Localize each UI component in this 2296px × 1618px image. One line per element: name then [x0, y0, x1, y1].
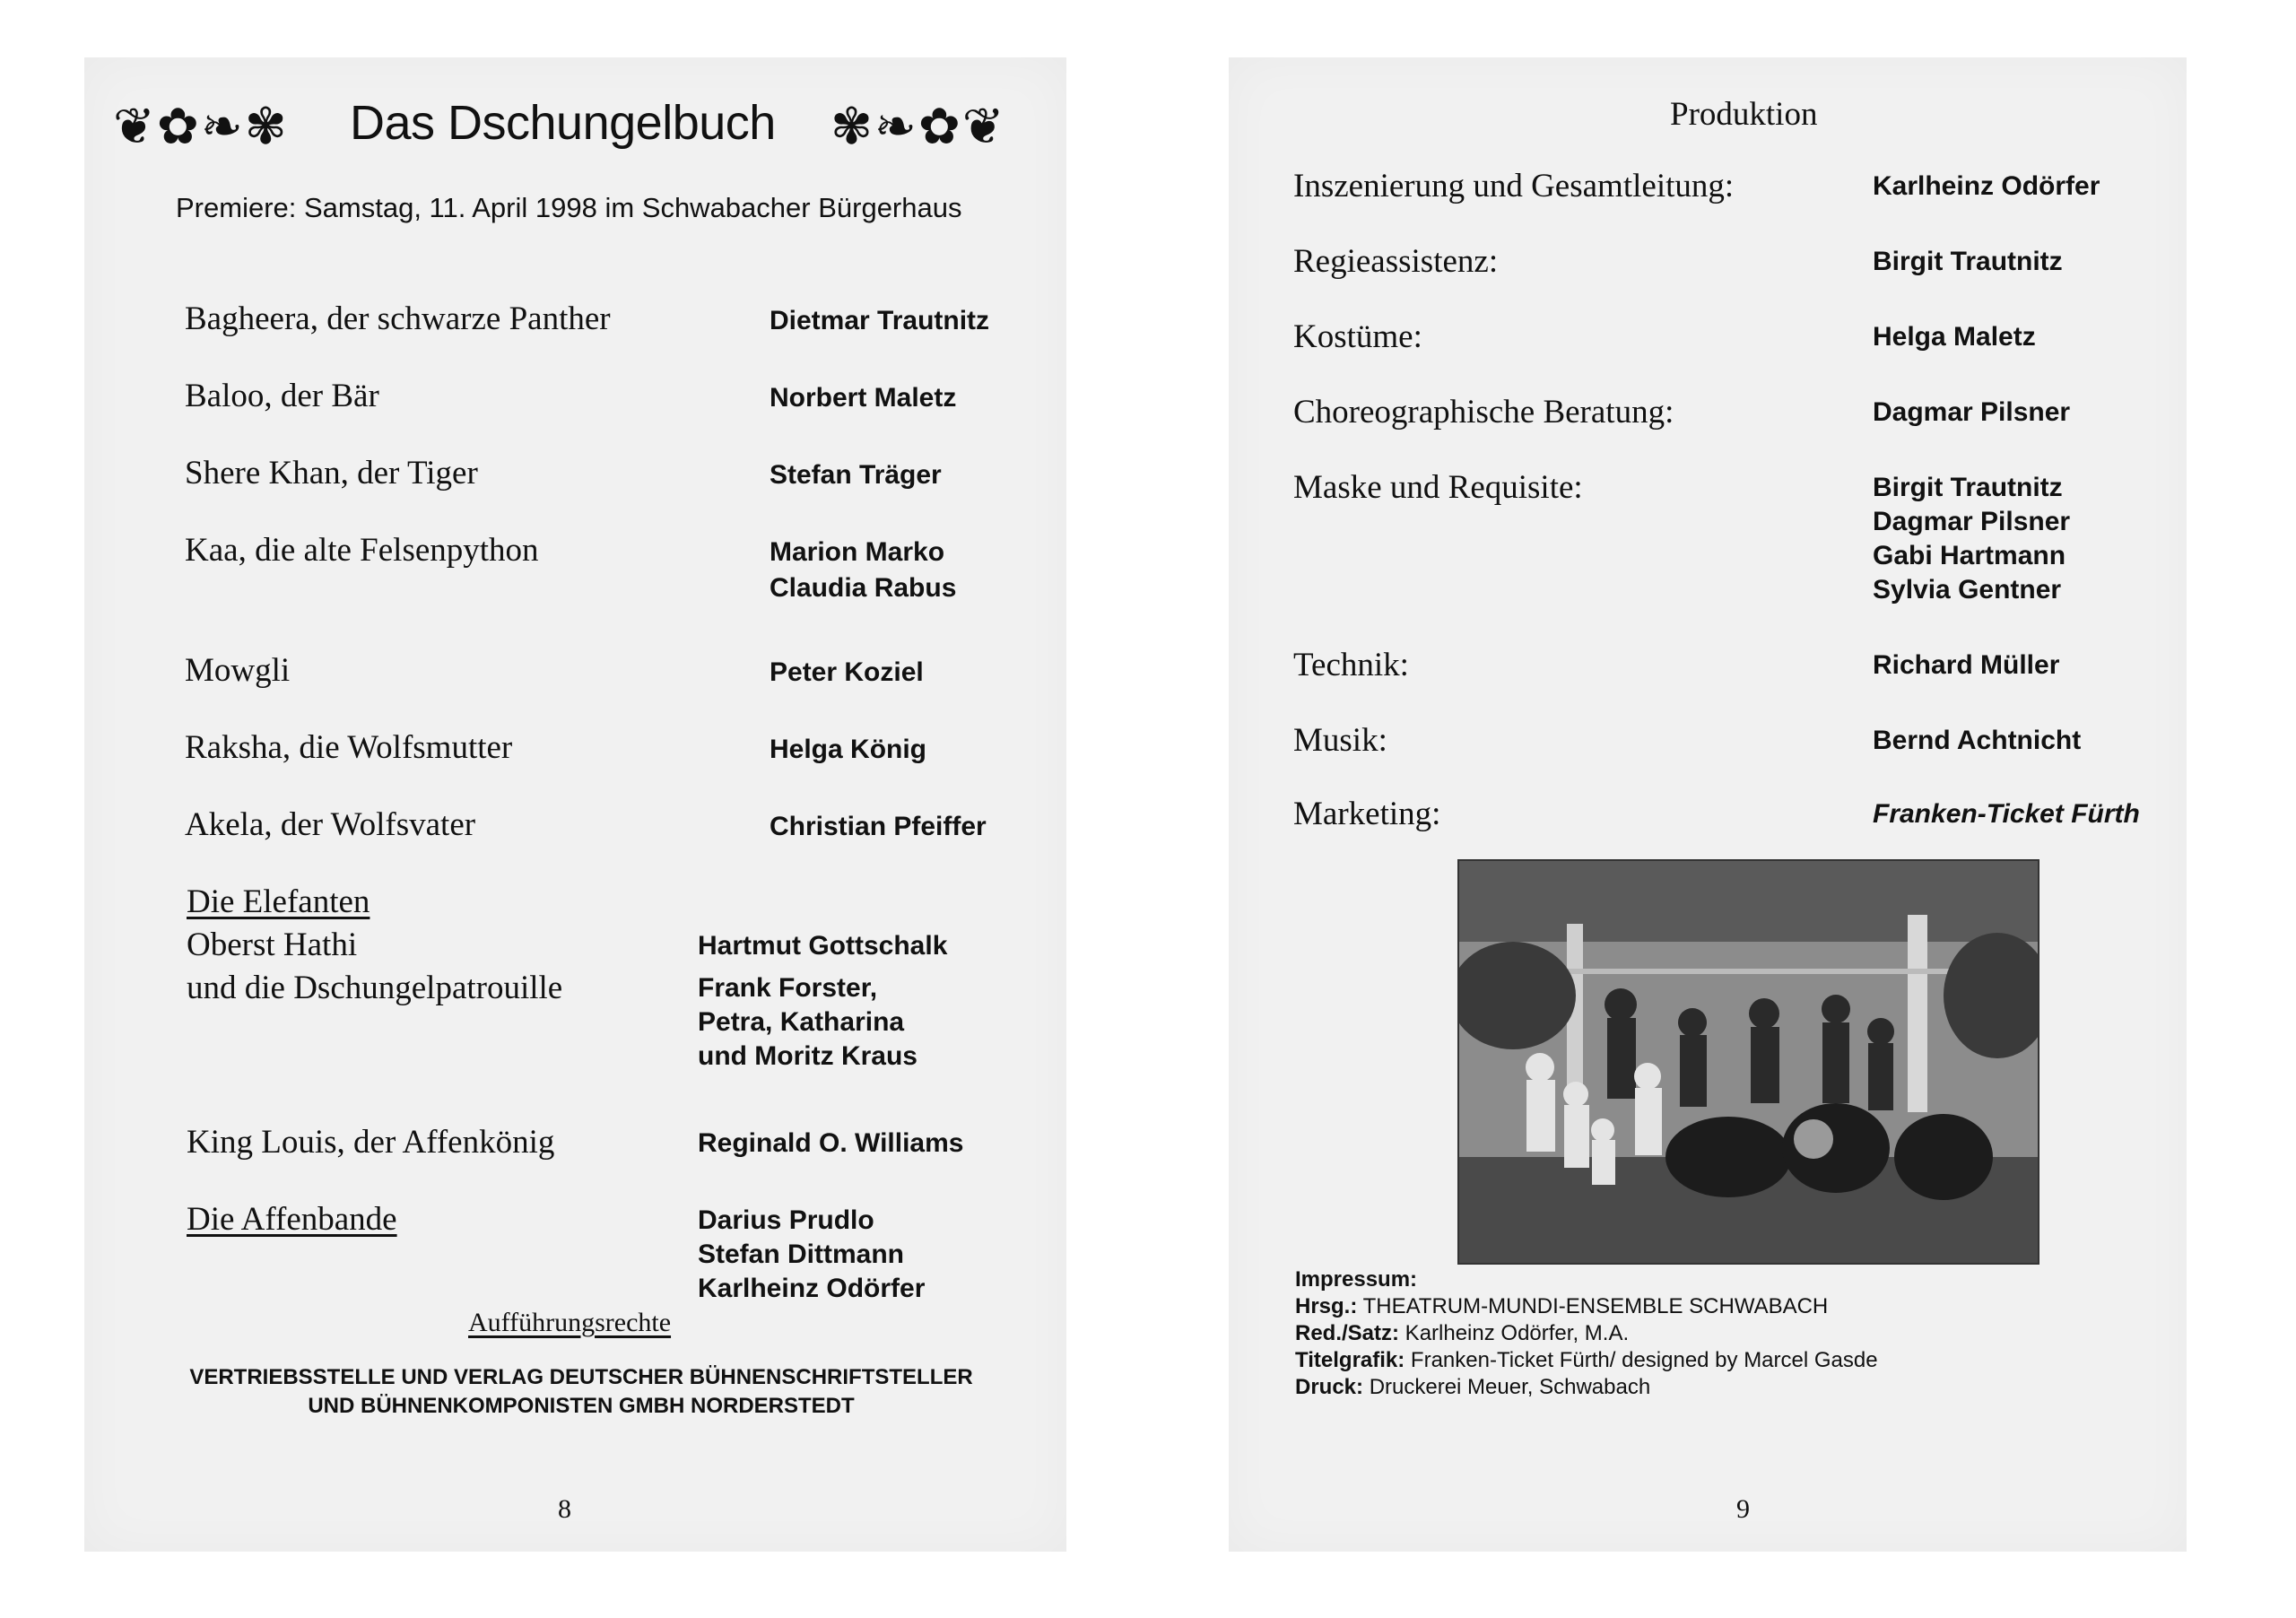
crew-name-marketing: Franken-Ticket Fürth: [1873, 799, 2140, 829]
role-king-louis: King Louis, der Affenkönig: [187, 1124, 555, 1161]
crew-name-maske-2: Dagmar Pilsner: [1873, 507, 2071, 536]
role-baloo: Baloo, der Bär: [185, 378, 379, 414]
premiere-line: Premiere: Samstag, 11. April 1998 im Schwabacher Bürgerhaus: [176, 192, 962, 223]
actor-kaa-1: Marion Marko: [770, 537, 945, 567]
impressum-value-druck: Druckerei Meuer, Schwabach: [1363, 1375, 1651, 1399]
actor-king-louis: Reginald O. Williams: [698, 1128, 964, 1158]
crew-role-technik: Technik:: [1293, 647, 1409, 683]
crew-name-technik: Richard Müller: [1873, 650, 2060, 680]
crew-role-inszenierung: Inszenierung und Gesamtleitung:: [1293, 168, 1735, 204]
actor-bagheera: Dietmar Trautnitz: [770, 306, 990, 335]
role-akela: Akela, der Wolfsvater: [185, 806, 476, 843]
actor-patrouille-1: Frank Forster,: [698, 973, 878, 1003]
impressum-line-druck: [1295, 1374, 1650, 1401]
crew-name-kostueme: Helga Maletz: [1873, 322, 2036, 352]
rights-heading: Aufführungsrechte: [468, 1308, 672, 1337]
actor-patrouille-2: Petra, Katharina: [698, 1007, 905, 1037]
page-title: Das Dschungelbuch: [350, 96, 776, 150]
page-number-right: 9: [1736, 1494, 1750, 1524]
crew-role-regieassistenz: Regieassistenz:: [1293, 243, 1499, 280]
page-number-left: 8: [558, 1494, 571, 1524]
crew-name-maske-1: Birgit Trautnitz: [1873, 473, 2063, 502]
elefanten-heading: Die Elefanten: [187, 883, 370, 920]
crew-role-maske: Maske und Requisite:: [1293, 469, 1583, 506]
actor-kaa-2: Claudia Rabus: [770, 573, 957, 603]
role-bagheera: Bagheera, der schwarze Panther: [185, 300, 611, 337]
crew-name-choreographie: Dagmar Pilsner: [1873, 397, 2071, 427]
crew-name-maske-3: Gabi Hartmann: [1873, 541, 2066, 570]
actor-mowgli: Peter Koziel: [770, 657, 924, 687]
actor-affenbande-1: Darius Prudlo: [698, 1205, 874, 1235]
impressum-label-titelgrafik: Titelgrafik:: [1295, 1348, 1405, 1372]
actor-patrouille-3: und Moritz Kraus: [698, 1041, 918, 1071]
left-ornament-icon: ❦✿❧✾: [113, 98, 289, 154]
production-heading: Produktion: [1670, 96, 1818, 133]
impressum-line-hrsg: [1295, 1293, 1828, 1320]
affenbande-heading: Die Affenbande: [187, 1201, 397, 1238]
impressum-line-redaktion: [1295, 1320, 1629, 1347]
role-mowgli: Mowgli: [185, 652, 291, 689]
role-dschungelpatrouille: und die Dschungelpatrouille: [187, 970, 563, 1006]
crew-role-marketing: Marketing:: [1293, 796, 1441, 832]
role-raksha: Raksha, die Wolfsmutter: [185, 729, 513, 766]
rights-line-1: VERTRIEBSSTELLE UND VERLAG DEUTSCHER BÜHNENSCHRIFTSTELLER: [189, 1365, 973, 1389]
crew-name-inszenierung: Karlheinz Odörfer: [1873, 171, 2100, 201]
crew-role-choreographie: Choreographische Beratung:: [1293, 394, 1674, 431]
impressum-label-hrsg: Hrsg.:: [1295, 1294, 1358, 1318]
ensemble-photo: [1457, 859, 2039, 1265]
crew-name-musik: Bernd Achtnicht: [1873, 726, 2082, 755]
actor-shere-khan: Stefan Träger: [770, 460, 942, 490]
impressum-value-titelgrafik: Franken-Ticket Fürth/ designed by Marcel Gasde: [1405, 1348, 1878, 1372]
actor-affenbande-2: Stefan Dittmann: [698, 1240, 905, 1269]
role-oberst-hathi: Oberst Hathi: [187, 926, 358, 963]
rights-line-2: UND BÜHNENKOMPONISTEN GMBH NORDERSTEDT: [308, 1394, 855, 1418]
crew-role-kostueme: Kostüme:: [1293, 318, 1422, 355]
right-ornament-icon: ✾❧✿❦: [831, 98, 1006, 154]
impressum-line-titelgrafik: [1295, 1347, 1878, 1374]
crew-role-musik: Musik:: [1293, 722, 1387, 759]
crew-name-maske-4: Sylvia Gentner: [1873, 575, 2062, 605]
actor-akela: Christian Pfeiffer: [770, 812, 987, 841]
impressum-value-hrsg: THEATRUM-MUNDI-ENSEMBLE SCHWABACH: [1357, 1294, 1829, 1318]
impressum-label-druck: Druck:: [1295, 1375, 1364, 1399]
crew-name-regieassistenz: Birgit Trautnitz: [1873, 247, 2063, 276]
actor-oberst-hathi: Hartmut Gottschalk: [698, 931, 948, 961]
actor-affenbande-3: Karlheinz Odörfer: [698, 1274, 926, 1303]
role-kaa: Kaa, die alte Felsenpython: [185, 532, 539, 569]
impressum-value-redaktion: Karlheinz Odörfer, M.A.: [1399, 1321, 1630, 1345]
role-shere-khan: Shere Khan, der Tiger: [185, 455, 478, 491]
actor-raksha: Helga König: [770, 735, 927, 764]
impressum-label-redaktion: Red./Satz:: [1295, 1321, 1400, 1345]
impressum-heading: Impressum:: [1295, 1267, 1418, 1292]
ensemble-photo-graphic: [1459, 861, 2038, 1263]
actor-baloo: Norbert Maletz: [770, 383, 957, 413]
